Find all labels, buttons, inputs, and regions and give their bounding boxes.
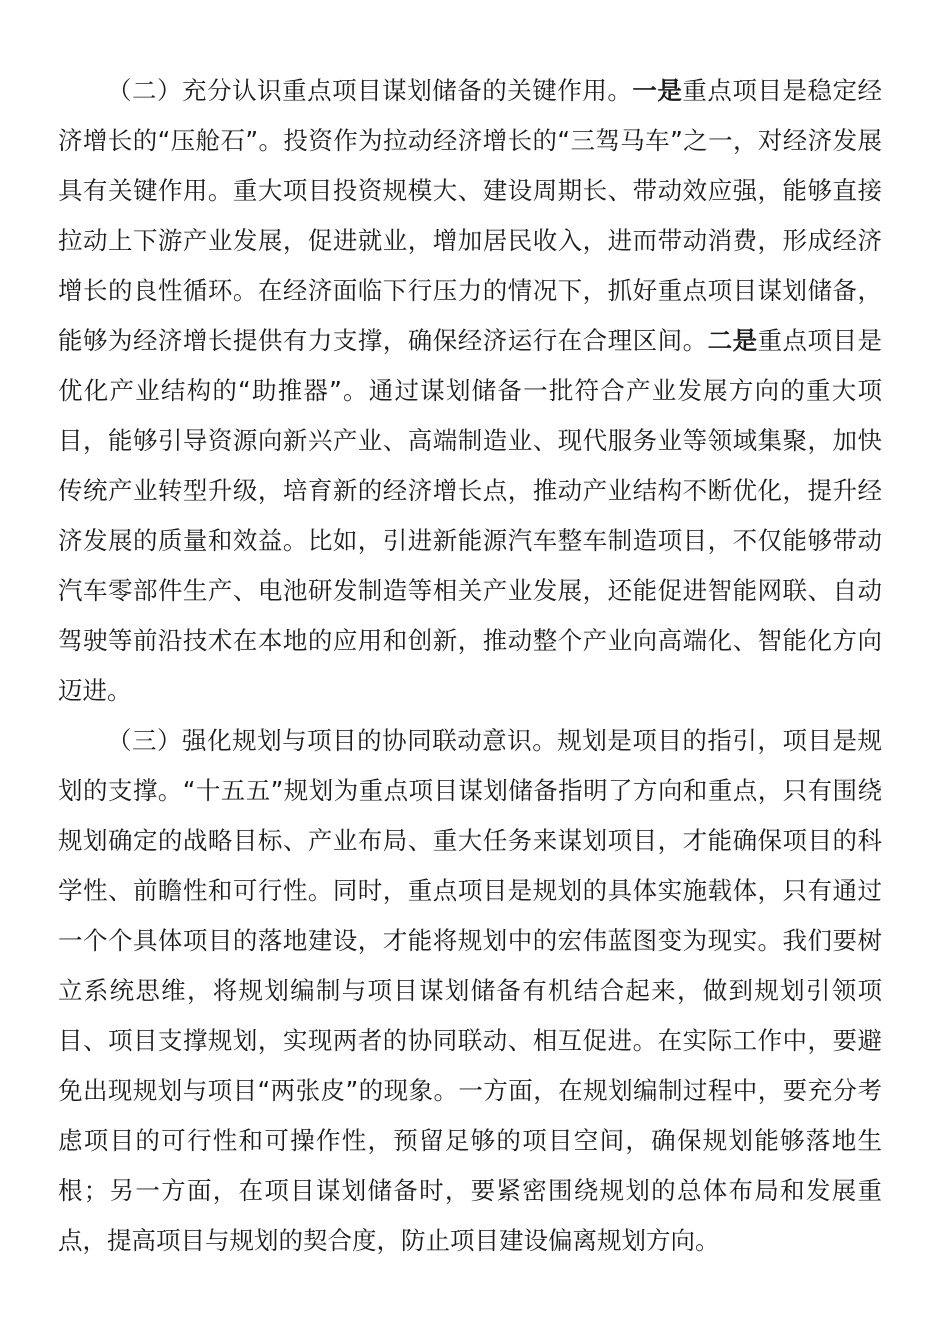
paragraph-key-role: [58, 66, 882, 716]
lead-marker-second: 二是: [707, 326, 758, 355]
body-text: 重点项目是优化产业结构的“助推器”。通过谋划储备一批符合产业发展方向的重大项目，能够引导资源向新兴产业、高端制造业、现代服务业等领域集聚，加快传统产业转型升级，培育新的经济增长点，推动产业结构不断优化，提升经济发展的质量和效益。比如，引进新能源汽车整车制造项目，不仅能够带动汽车零部件生产、电池研发制造等相关产业发展，还能促进智能网联、自动驾驶等前沿技术在本地的应用和创新，推动整个产业向高端化、智能化方向迈进。: [58, 326, 882, 705]
paragraph-planning-coordination: [58, 716, 882, 1266]
document-body: [58, 66, 882, 1266]
lead-marker-first: 一是: [632, 76, 683, 105]
heading-text: （二）充分认识重点项目谋划储备的关键作用。: [107, 76, 633, 105]
body-text: （三）强化规划与项目的协同联动意识。规划是项目的指引，项目是规划的支撑。“十五五”规划为重点项目谋划储备指明了方向和重点，只有围绕规划确定的战略目标、产业布局、重大任务来谋划项目，才能确保项目的科学性、前瞻性和可行性。同时，重点项目是规划的具体实施载体，只有通过一个个具体项目的落地建设，才能将规划中的宏伟蓝图变为现实。我们要树立系统思维，将规划编制与项目谋划储备有机结合起来，做到规划引领项目、项目支撑规划，实现两者的协同联动、相互促进。在实际工作中，要避免出现规划与项目“两张皮”的现象。一方面，在规划编制过程中，要充分考虑项目的可行性和可操作性，预留足够的项目空间，确保规划能够落地生根；另一方面，在项目谋划储备时，要紧密围绕规划的总体布局和发展重点，提高项目与规划的契合度，防止项目建设偏离规划方向。: [58, 726, 882, 1255]
body-text: 重点项目是稳定经济增长的“压舱石”。投资作为拉动经济增长的“三驾马车”之一，对经济发展具有关键作用。重大项目投资规模大、建设周期长、带动效应强，能够直接拉动上下游产业发展，促进就业，增加居民收入，进而带动消费，形成经济增长的良性循环。在经济面临下行压力的情况下，抓好重点项目谋划储备，能够为经济增长提供有力支撑，确保经济运行在合理区间。: [58, 76, 883, 355]
